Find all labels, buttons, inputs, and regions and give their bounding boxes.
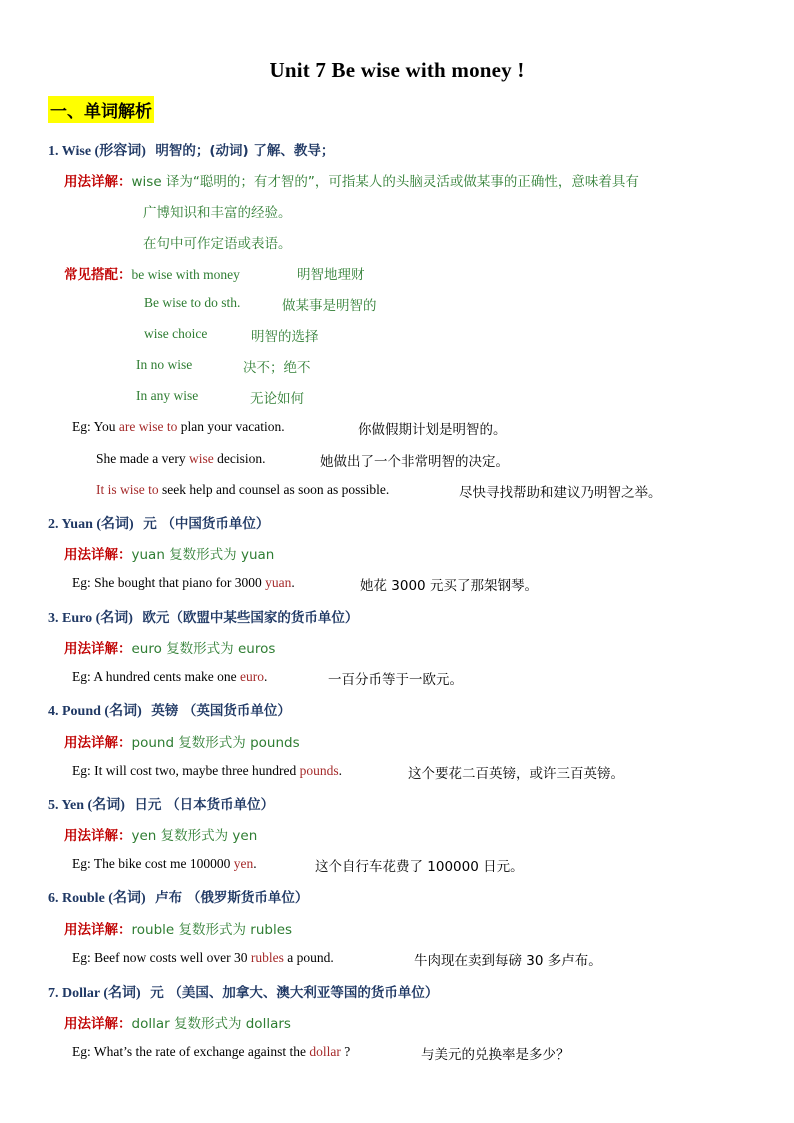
usage-label: 用法详解： xyxy=(64,735,132,751)
usage-line xyxy=(64,1012,291,1032)
example-text: decision. xyxy=(217,451,266,466)
example-text: Eg: Beef now costs well over 30 xyxy=(72,950,248,965)
example-sentence xyxy=(72,575,295,591)
example-text: Eg: It will cost two, maybe three hundred xyxy=(72,763,297,778)
example-highlight: euro xyxy=(239,669,264,684)
usage-line xyxy=(64,543,274,563)
usage-label: 用法详解： xyxy=(64,641,132,657)
example-translation: 这个要花二百英镑，或许三百英镑。 xyxy=(408,766,624,782)
section-heading: 一、单词解析 xyxy=(48,96,154,123)
usage-text: dollar 复数形式为 dollars xyxy=(131,1016,291,1032)
example-text: Eg: The bike cost me 100000 xyxy=(72,856,231,871)
usage-label: 用法详解： xyxy=(64,828,132,844)
usage-line-1 xyxy=(64,170,639,190)
example-text: Eg: You xyxy=(72,419,116,434)
example-highlight: yuan xyxy=(265,575,292,590)
usage-label: 用法详解： xyxy=(64,1016,132,1032)
collocation-en: be wise with money xyxy=(131,267,240,282)
example-translation: 一百分币等于一欧元。 xyxy=(328,672,463,688)
usage-line xyxy=(64,731,300,751)
example-highlight: are wise to xyxy=(118,419,178,434)
collocation-en: In no wise xyxy=(136,357,193,372)
word-heading-cn: 欧元（欧盟中某些国家的货币单位） xyxy=(142,610,359,626)
example-sentence xyxy=(96,482,389,498)
example-sentence xyxy=(72,669,267,685)
example-highlight: wise xyxy=(188,451,214,466)
usage-label: 用法详解： xyxy=(64,174,132,190)
example-text: Eg: She bought that piano for 3000 xyxy=(72,575,262,590)
usage-line xyxy=(64,824,257,844)
usage-line xyxy=(64,918,292,938)
usage-text: wise 译为“聪明的；有才智的”，可指某人的头脑灵活或做某事的正确性，意味着具有 xyxy=(131,174,639,190)
example-sentence xyxy=(72,419,285,435)
example-text: Eg: What’s the rate of exchange against the xyxy=(72,1044,307,1059)
usage-text: pound 复数形式为 pounds xyxy=(131,735,300,751)
collocation-row xyxy=(64,263,240,283)
example-text: plan your vacation. xyxy=(180,419,285,434)
word-heading-yen xyxy=(48,793,274,814)
word-heading-en: 2. Yuan (名词) xyxy=(48,517,134,532)
usage-line-3: 在句中可作定语或表语。 xyxy=(143,236,292,252)
word-heading-cn: 英镑 （英国货币单位） xyxy=(151,703,291,719)
example-text: seek help and counsel as soon as possible. xyxy=(162,482,390,497)
word-heading-dollar xyxy=(48,981,438,1002)
collocation-label: 常见搭配： xyxy=(64,267,132,283)
word-heading-pound xyxy=(48,699,291,720)
collocation-en: wise choice xyxy=(144,326,208,341)
collocation-cn: 明智地理财 xyxy=(297,267,365,283)
word-heading-en: 4. Pound (名词) xyxy=(48,704,142,719)
word-heading-cn: 卢布 （俄罗斯货币单位） xyxy=(155,890,309,906)
word-heading-cn: 日元 （日本货币单位） xyxy=(134,797,275,813)
word-heading-cn: 元 （美国、加拿大、澳大利亚等国的货币单位） xyxy=(150,985,439,1001)
collocation-en: Be wise to do sth. xyxy=(144,295,241,310)
example-highlight: It is wise to xyxy=(96,482,159,497)
example-translation: 牛肉现在卖到每磅 30 多卢布。 xyxy=(414,953,602,969)
example-translation: 她做出了一个非常明智的决定。 xyxy=(320,454,509,470)
collocation-cn: 无论如何 xyxy=(250,391,304,407)
example-sentence xyxy=(96,451,265,467)
word-heading-yuan xyxy=(48,512,269,533)
example-text: . xyxy=(338,763,342,778)
word-heading-rouble xyxy=(48,886,308,907)
word-heading-en: 1. Wise (形容词) xyxy=(48,144,146,159)
collocation-cn: 明智的选择 xyxy=(251,329,319,345)
example-translation: 尽快寻找帮助和建议乃明智之举。 xyxy=(459,485,662,501)
word-heading-en: 6. Rouble (名词) xyxy=(48,891,146,906)
example-highlight: dollar xyxy=(309,1044,341,1059)
collocation-en: In any wise xyxy=(136,388,199,403)
example-sentence xyxy=(72,856,257,872)
collocation-cn: 做某事是明智的 xyxy=(282,298,377,314)
usage-text: rouble 复数形式为 rubles xyxy=(131,922,293,938)
example-text: Eg: A hundred cents make one xyxy=(72,669,237,684)
collocation-cn: 决不；绝不 xyxy=(243,360,311,376)
example-sentence xyxy=(72,1044,350,1060)
example-highlight: rubles xyxy=(250,950,284,965)
example-text: ? xyxy=(344,1044,351,1059)
example-text: a pound. xyxy=(287,950,334,965)
usage-line-2: 广博知识和丰富的经验。 xyxy=(143,205,292,221)
word-heading-en: 7. Dollar (名词) xyxy=(48,986,141,1001)
example-translation: 她花 3000 元买了那架钢琴。 xyxy=(360,578,538,594)
example-text: She made a very xyxy=(96,451,186,466)
word-heading-euro xyxy=(48,606,358,627)
example-translation: 这个自行车花费了 100000 日元。 xyxy=(315,859,524,875)
word-heading-en: 5. Yen (名词) xyxy=(48,798,125,813)
usage-text: yen 复数形式为 yen xyxy=(131,828,258,844)
usage-label: 用法详解： xyxy=(64,547,132,563)
word-heading-cn: 元 （中国货币单位） xyxy=(143,516,270,532)
example-text: . xyxy=(263,669,268,684)
example-sentence xyxy=(72,950,334,966)
usage-text: yuan 复数形式为 yuan xyxy=(131,547,275,563)
example-text: . xyxy=(253,856,257,871)
usage-label: 用法详解： xyxy=(64,922,132,938)
example-translation: 你做假期计划是明智的。 xyxy=(358,422,507,438)
example-translation: 与美元的兑换率是多少？ xyxy=(421,1047,570,1063)
word-heading-wise xyxy=(48,139,334,160)
usage-text: euro 复数形式为 euros xyxy=(131,641,276,657)
example-text: . xyxy=(291,575,295,590)
usage-line xyxy=(64,637,275,657)
example-highlight: yen xyxy=(233,856,254,871)
example-highlight: pounds xyxy=(299,763,339,778)
word-heading-en: 3. Euro (名词) xyxy=(48,611,133,626)
page-title: Unit 7 Be wise with money ! xyxy=(269,58,525,82)
word-heading-cn: 明智的；(动词) 了解、教导； xyxy=(155,143,335,159)
example-sentence xyxy=(72,763,342,779)
